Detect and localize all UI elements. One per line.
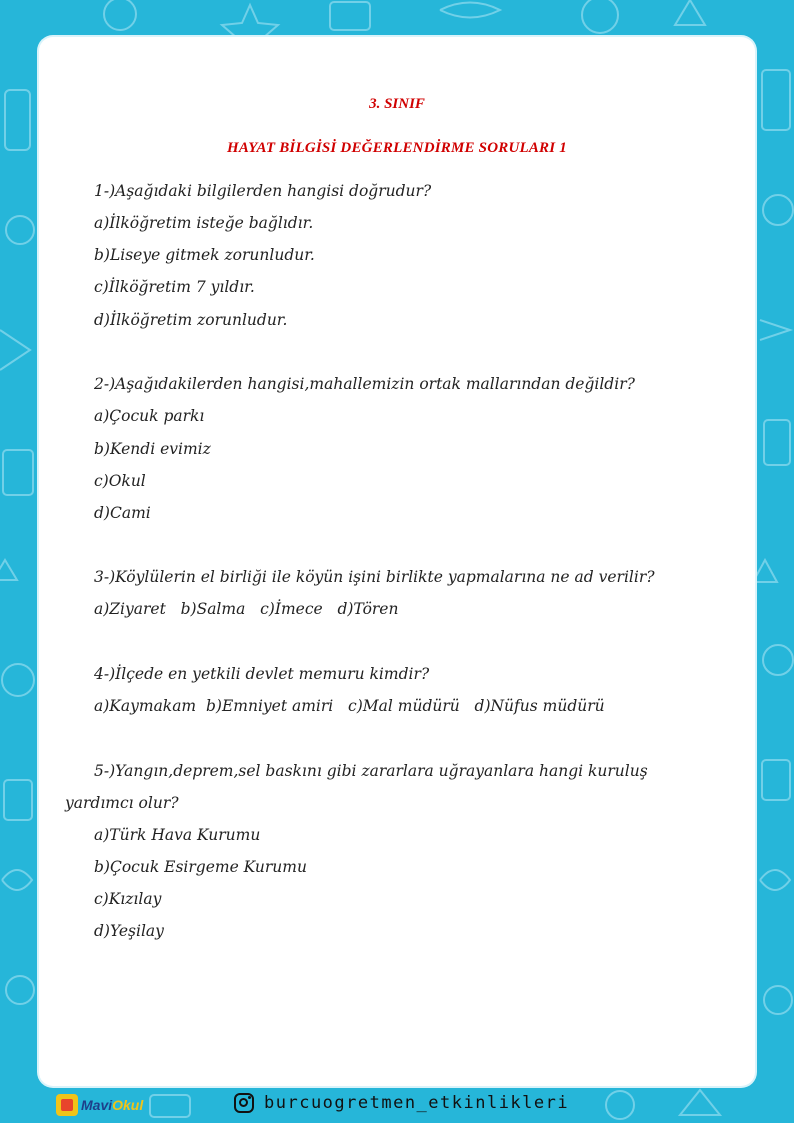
question-1-option-c: c)İlköğretim 7 yıldır. [94,278,255,296]
question-1-option-b: b)Liseye gitmek zorunludur. [94,246,315,264]
instagram-credit [234,1093,569,1113]
school-logo-icon [56,1094,78,1116]
instagram-handle: burcuogretmen_etkinlikleri [264,1093,570,1113]
question-3-options: a)Ziyaret b)Salma c)İmece d)Tören [94,600,399,618]
question-5-option-d: d)Yeşilay [94,922,164,940]
question-1-option-d: d)İlköğretim zorunludur. [94,311,288,329]
question-2-text: 2-)Aşağıdakilerden hangisi,mahallemizin ortak mallarından değildir? [94,375,635,393]
question-2-option-c: c)Okul [94,472,146,490]
grade-heading: 3. SINIF [369,96,425,112]
question-1-text: 1-)Aşağıdaki bilgilerden hangisi doğrudur? [94,182,432,200]
question-2-option-d: d)Cami [94,504,151,522]
brand-logo-group [56,1092,143,1118]
question-2-option-a: a)Çocuk parkı [94,407,205,425]
question-5-text-continued: yardımcı olur? [65,794,179,812]
question-2-option-b: b)Kendi evimiz [94,440,211,458]
worksheet-title: HAYAT BİLGİSİ DEĞERLENDİRME SORULARI 1 [227,140,567,156]
question-4-text: 4-)İlçede en yetkili devlet memuru kimdir? [94,665,430,683]
question-1-option-a: a)İlköğretim isteğe bağlıdır. [94,214,314,232]
question-4-options: a)Kaymakam b)Emniyet amiri c)Mal müdürü d)Nüfus müdürü [94,697,605,715]
instagram-icon [234,1093,254,1113]
question-5-option-a: a)Türk Hava Kurumu [94,826,261,844]
question-5-option-c: c)Kızılay [94,890,162,908]
brand-name: MaviOkul [81,1097,144,1113]
question-5-option-b: b)Çocuk Esirgeme Kurumu [94,858,307,876]
question-5-text: 5-)Yangın,deprem,sel baskını gibi zararlara uğrayanlara hangi kuruluş [94,762,648,780]
question-3-text: 3-)Köylülerin el birliği ile köyün işini birlikte yapmalarına ne ad verilir? [94,568,655,586]
